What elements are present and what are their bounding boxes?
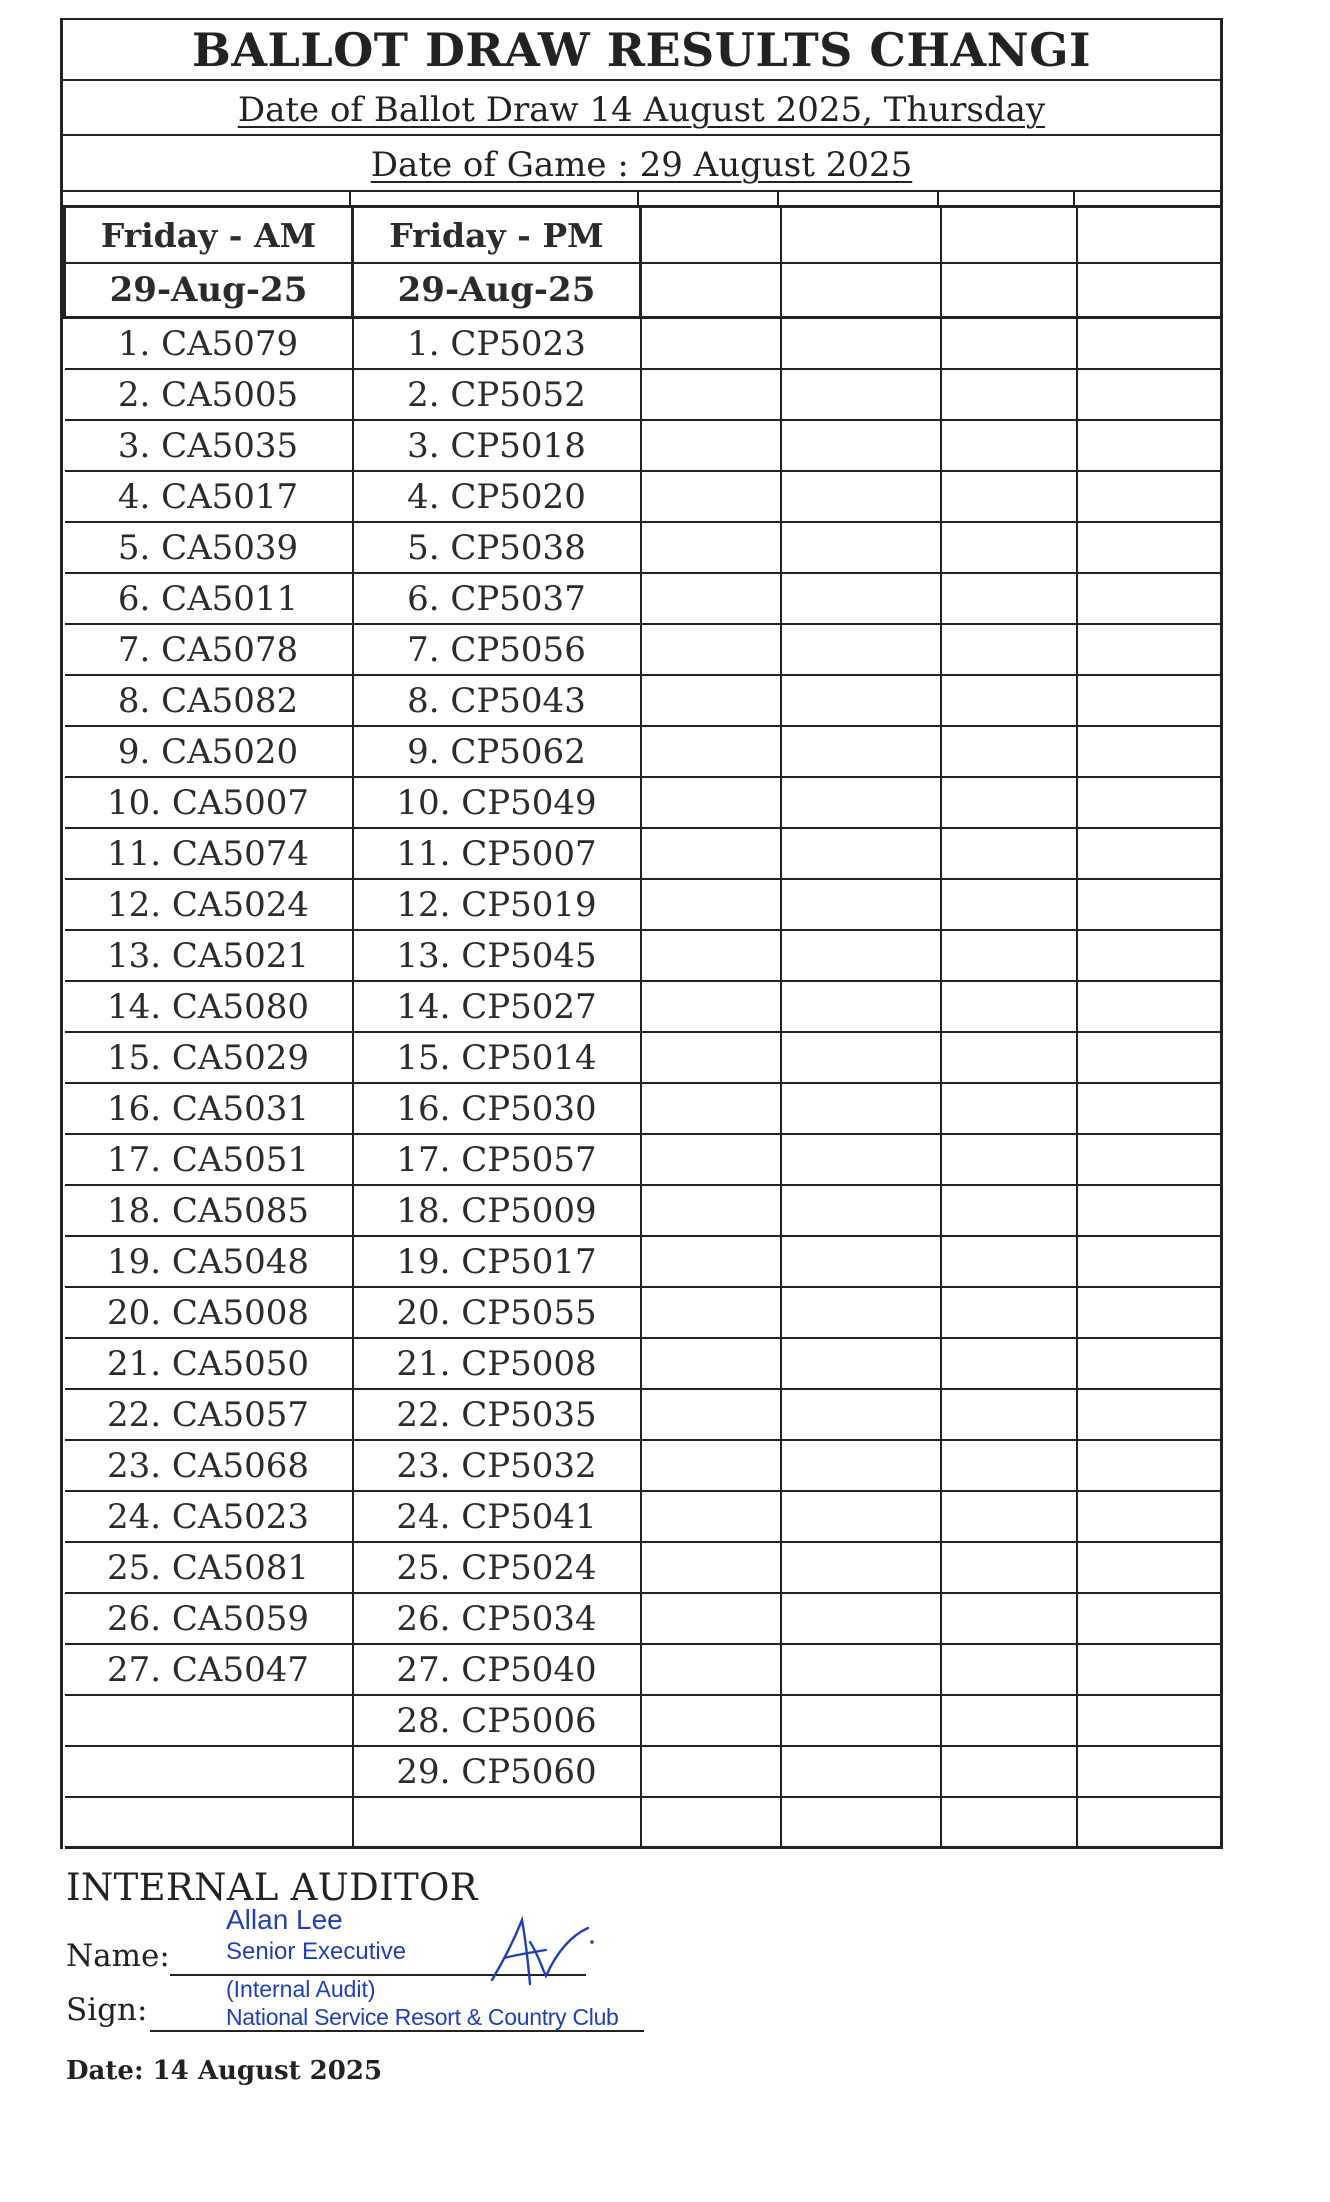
am-ballot-cell: 11. CA5074	[65, 828, 353, 879]
empty-cell	[1077, 1644, 1222, 1695]
empty-cell	[781, 1746, 941, 1797]
am-ballot-cell: 17. CA5051	[65, 1134, 353, 1185]
pm-ballot-cell: 1. CP5023	[353, 318, 641, 370]
empty-cell	[941, 1542, 1077, 1593]
empty-cell	[641, 1287, 781, 1338]
table-row	[65, 1389, 1222, 1440]
am-ballot-cell: 27. CA5047	[65, 1644, 353, 1695]
empty-cell	[1077, 930, 1222, 981]
am-ballot-cell: 5. CA5039	[65, 522, 353, 573]
pm-ballot-cell: 3. CP5018	[353, 420, 641, 471]
empty-cell	[641, 1440, 781, 1491]
empty-cell	[941, 420, 1077, 471]
empty-cell	[641, 1389, 781, 1440]
empty-cell	[781, 675, 941, 726]
empty-cell	[941, 1593, 1077, 1644]
am-ballot-cell: 26. CA5059	[65, 1593, 353, 1644]
table-row	[65, 624, 1222, 675]
pm-ballot-cell: 9. CP5062	[353, 726, 641, 777]
empty-cell	[1077, 1032, 1222, 1083]
empty-cell	[781, 1440, 941, 1491]
table-row	[65, 1287, 1222, 1338]
empty-cell	[1077, 471, 1222, 522]
table-row	[65, 420, 1222, 471]
empty-cell	[781, 1644, 941, 1695]
empty-cell	[781, 263, 941, 318]
empty-cell	[941, 1032, 1077, 1083]
empty-cell	[1077, 263, 1222, 318]
empty-cell	[641, 1695, 781, 1746]
am-ballot-cell	[65, 1746, 353, 1797]
table-row	[65, 981, 1222, 1032]
table-row	[65, 573, 1222, 624]
empty-cell	[781, 420, 941, 471]
draw-date: Date of Ballot Draw 14 August 2025, Thursday	[237, 90, 1046, 130]
empty-cell	[781, 1389, 941, 1440]
empty-cell	[941, 1185, 1077, 1236]
draw-date-line	[63, 81, 1220, 136]
empty-cell	[641, 1644, 781, 1695]
empty-cell	[781, 879, 941, 930]
table-row	[65, 1032, 1222, 1083]
ballot-table	[63, 208, 1222, 1849]
am-ballot-cell: 13. CA5021	[65, 930, 353, 981]
pm-ballot-cell: 25. CP5024	[353, 1542, 641, 1593]
empty-cell	[641, 1542, 781, 1593]
empty-cell	[641, 1491, 781, 1542]
table-row	[65, 1185, 1222, 1236]
empty-cell	[1077, 777, 1222, 828]
empty-cell	[641, 471, 781, 522]
empty-cell	[1077, 879, 1222, 930]
table-row	[65, 1542, 1222, 1593]
empty-cell	[1077, 318, 1222, 370]
empty-cell	[941, 930, 1077, 981]
empty-cell	[1077, 1797, 1222, 1848]
empty-cell	[641, 1746, 781, 1797]
empty-cell	[1077, 828, 1222, 879]
empty-cell	[941, 1695, 1077, 1746]
empty-cell	[1077, 208, 1222, 263]
am-ballot-cell: 2. CA5005	[65, 369, 353, 420]
pm-ballot-cell: 28. CP5006	[353, 1695, 641, 1746]
am-ballot-cell: 21. CA5050	[65, 1338, 353, 1389]
empty-cell	[941, 879, 1077, 930]
table-row	[65, 726, 1222, 777]
empty-cell	[1077, 1236, 1222, 1287]
empty-cell	[781, 1032, 941, 1083]
empty-cell	[781, 318, 941, 370]
column-date-row	[65, 263, 1222, 318]
auditor-section	[66, 1866, 966, 2126]
empty-cell	[1077, 675, 1222, 726]
auditor-name: Allan Lee	[226, 1904, 343, 1935]
pm-ballot-cell: 19. CP5017	[353, 1236, 641, 1287]
empty-cell	[781, 1287, 941, 1338]
empty-cell	[781, 828, 941, 879]
empty-cell	[641, 522, 781, 573]
empty-cell	[781, 930, 941, 981]
pm-ballot-cell: 13. CP5045	[353, 930, 641, 981]
empty-cell	[941, 1338, 1077, 1389]
table-row	[65, 1134, 1222, 1185]
pm-ballot-cell: 10. CP5049	[353, 777, 641, 828]
am-ballot-cell: 9. CA5020	[65, 726, 353, 777]
empty-cell	[641, 208, 781, 263]
table-row	[65, 777, 1222, 828]
empty-cell	[1077, 369, 1222, 420]
empty-cell	[781, 1236, 941, 1287]
auditor-title: INTERNAL AUDITOR	[66, 1866, 478, 1909]
empty-cell	[641, 318, 781, 370]
table-row	[65, 369, 1222, 420]
pm-ballot-cell: 17. CP5057	[353, 1134, 641, 1185]
empty-cell	[781, 1695, 941, 1746]
empty-cell	[1077, 1593, 1222, 1644]
empty-cell	[781, 1542, 941, 1593]
empty-cell	[641, 1236, 781, 1287]
empty-cell	[1077, 1389, 1222, 1440]
empty-cell	[781, 1338, 941, 1389]
ballot-table-body	[65, 208, 1222, 1848]
empty-cell	[1077, 1287, 1222, 1338]
am-ballot-cell: 22. CA5057	[65, 1389, 353, 1440]
table-row	[65, 1797, 1222, 1848]
empty-cell	[781, 522, 941, 573]
table-row	[65, 471, 1222, 522]
am-ballot-cell: 23. CA5068	[65, 1440, 353, 1491]
empty-cell	[641, 263, 781, 318]
pm-ballot-cell: 15. CP5014	[353, 1032, 641, 1083]
empty-cell	[941, 318, 1077, 370]
pm-ballot-cell: 24. CP5041	[353, 1491, 641, 1542]
table-row	[65, 1644, 1222, 1695]
audit-date: Date: 14 August 2025	[66, 2056, 383, 2086]
empty-cell	[781, 369, 941, 420]
empty-cell	[641, 1797, 781, 1848]
pm-ballot-cell: 11. CP5007	[353, 828, 641, 879]
table-row	[65, 930, 1222, 981]
game-date-line	[63, 136, 1220, 192]
am-ballot-cell	[65, 1797, 353, 1848]
empty-cell	[641, 930, 781, 981]
pm-ballot-cell: 5. CP5038	[353, 522, 641, 573]
am-ballot-cell: 8. CA5082	[65, 675, 353, 726]
table-row	[65, 1695, 1222, 1746]
empty-cell	[941, 522, 1077, 573]
col-am-date: 29-Aug-25	[65, 263, 353, 318]
empty-cell	[941, 981, 1077, 1032]
empty-cell	[941, 1287, 1077, 1338]
am-ballot-cell: 18. CA5085	[65, 1185, 353, 1236]
pm-ballot-cell: 8. CP5043	[353, 675, 641, 726]
pm-ballot-cell: 7. CP5056	[353, 624, 641, 675]
am-ballot-cell: 4. CA5017	[65, 471, 353, 522]
empty-cell	[781, 208, 941, 263]
empty-cell	[781, 1083, 941, 1134]
am-ballot-cell: 19. CA5048	[65, 1236, 353, 1287]
pm-ballot-cell: 16. CP5030	[353, 1083, 641, 1134]
pm-ballot-cell: 23. CP5032	[353, 1440, 641, 1491]
auditor-organization: National Service Resort & Country Club	[226, 2004, 619, 2030]
empty-cell	[641, 573, 781, 624]
empty-cell	[641, 828, 781, 879]
pm-ballot-cell: 29. CP5060	[353, 1746, 641, 1797]
empty-cell	[641, 1134, 781, 1185]
empty-cell	[1077, 726, 1222, 777]
pm-ballot-cell: 2. CP5052	[353, 369, 641, 420]
empty-cell	[1077, 1134, 1222, 1185]
empty-cell	[641, 1032, 781, 1083]
am-ballot-cell: 6. CA5011	[65, 573, 353, 624]
signature-mark	[486, 1914, 596, 1989]
column-header-row	[65, 208, 1222, 263]
am-ballot-cell	[65, 1695, 353, 1746]
empty-cell	[941, 777, 1077, 828]
empty-cell	[781, 1134, 941, 1185]
am-ballot-cell: 20. CA5008	[65, 1287, 353, 1338]
empty-cell	[941, 1644, 1077, 1695]
empty-cell	[941, 1440, 1077, 1491]
pm-ballot-cell: 12. CP5019	[353, 879, 641, 930]
empty-cell	[1077, 522, 1222, 573]
am-ballot-cell: 16. CA5031	[65, 1083, 353, 1134]
pm-ballot-cell	[353, 1797, 641, 1848]
empty-cell	[781, 981, 941, 1032]
auditor-department: (Internal Audit)	[226, 1976, 376, 2002]
empty-cell	[941, 1134, 1077, 1185]
am-ballot-cell: 10. CA5007	[65, 777, 353, 828]
empty-cell	[781, 1491, 941, 1542]
empty-cell	[641, 624, 781, 675]
empty-cell	[941, 369, 1077, 420]
table-row	[65, 1338, 1222, 1389]
pm-ballot-cell: 22. CP5035	[353, 1389, 641, 1440]
empty-cell	[1077, 1746, 1222, 1797]
empty-cell	[1077, 624, 1222, 675]
am-ballot-cell: 24. CA5023	[65, 1491, 353, 1542]
table-row	[65, 1083, 1222, 1134]
empty-cell	[781, 1797, 941, 1848]
am-ballot-cell: 3. CA5035	[65, 420, 353, 471]
table-row	[65, 522, 1222, 573]
empty-cell	[641, 1083, 781, 1134]
sign-label: Sign:	[66, 1992, 148, 2028]
empty-cell	[1077, 1338, 1222, 1389]
empty-cell	[941, 828, 1077, 879]
col-pm-date: 29-Aug-25	[353, 263, 641, 318]
empty-cell	[941, 1797, 1077, 1848]
empty-cell	[941, 1236, 1077, 1287]
am-ballot-cell: 15. CA5029	[65, 1032, 353, 1083]
empty-cell	[781, 624, 941, 675]
empty-cell	[941, 263, 1077, 318]
empty-cell	[941, 624, 1077, 675]
empty-cell	[641, 1185, 781, 1236]
empty-cell	[1077, 1542, 1222, 1593]
empty-cell	[1077, 573, 1222, 624]
empty-cell	[781, 777, 941, 828]
empty-cell	[941, 675, 1077, 726]
pm-ballot-cell: 21. CP5008	[353, 1338, 641, 1389]
game-date: Date of Game : 29 August 2025	[370, 145, 913, 185]
empty-cell	[941, 573, 1077, 624]
name-label: Name:	[66, 1938, 170, 1974]
pm-ballot-cell: 26. CP5034	[353, 1593, 641, 1644]
empty-cell	[641, 1338, 781, 1389]
auditor-position: Senior Executive	[226, 1938, 407, 1965]
am-ballot-cell: 12. CA5024	[65, 879, 353, 930]
empty-cell	[641, 369, 781, 420]
empty-cell	[1077, 1695, 1222, 1746]
empty-cell	[1077, 420, 1222, 471]
pm-ballot-cell: 14. CP5027	[353, 981, 641, 1032]
col-pm-header: Friday - PM	[353, 208, 641, 263]
am-ballot-cell: 1. CA5079	[65, 318, 353, 370]
pm-ballot-cell: 6. CP5037	[353, 573, 641, 624]
pm-ballot-cell: 20. CP5055	[353, 1287, 641, 1338]
empty-cell	[641, 726, 781, 777]
ballot-sheet	[60, 18, 1223, 1849]
empty-cell	[941, 208, 1077, 263]
empty-cell	[781, 726, 941, 777]
empty-cell	[1077, 1185, 1222, 1236]
empty-cell	[641, 879, 781, 930]
empty-cell	[941, 1491, 1077, 1542]
empty-cell	[781, 471, 941, 522]
empty-cell	[941, 1389, 1077, 1440]
page-title: BALLOT DRAW RESULTS CHANGI	[63, 20, 1220, 81]
am-ballot-cell: 7. CA5078	[65, 624, 353, 675]
table-row	[65, 318, 1222, 370]
empty-cell	[1077, 1083, 1222, 1134]
table-row	[65, 1491, 1222, 1542]
am-ballot-cell: 14. CA5080	[65, 981, 353, 1032]
pm-ballot-cell: 4. CP5020	[353, 471, 641, 522]
empty-cell	[1077, 981, 1222, 1032]
table-row	[65, 675, 1222, 726]
empty-cell	[941, 726, 1077, 777]
header-spacer-row	[63, 192, 1220, 208]
col-am-header: Friday - AM	[65, 208, 353, 263]
table-row	[65, 1236, 1222, 1287]
table-row	[65, 1593, 1222, 1644]
empty-cell	[641, 777, 781, 828]
empty-cell	[641, 981, 781, 1032]
empty-cell	[1077, 1491, 1222, 1542]
table-row	[65, 1746, 1222, 1797]
empty-cell	[781, 1593, 941, 1644]
pm-ballot-cell: 27. CP5040	[353, 1644, 641, 1695]
empty-cell	[1077, 1440, 1222, 1491]
pm-ballot-cell: 18. CP5009	[353, 1185, 641, 1236]
empty-cell	[641, 420, 781, 471]
empty-cell	[641, 1593, 781, 1644]
empty-cell	[641, 675, 781, 726]
am-ballot-cell: 25. CA5081	[65, 1542, 353, 1593]
table-row	[65, 1440, 1222, 1491]
table-row	[65, 879, 1222, 930]
empty-cell	[941, 471, 1077, 522]
empty-cell	[781, 1185, 941, 1236]
empty-cell	[781, 573, 941, 624]
empty-cell	[941, 1083, 1077, 1134]
table-row	[65, 828, 1222, 879]
empty-cell	[941, 1746, 1077, 1797]
